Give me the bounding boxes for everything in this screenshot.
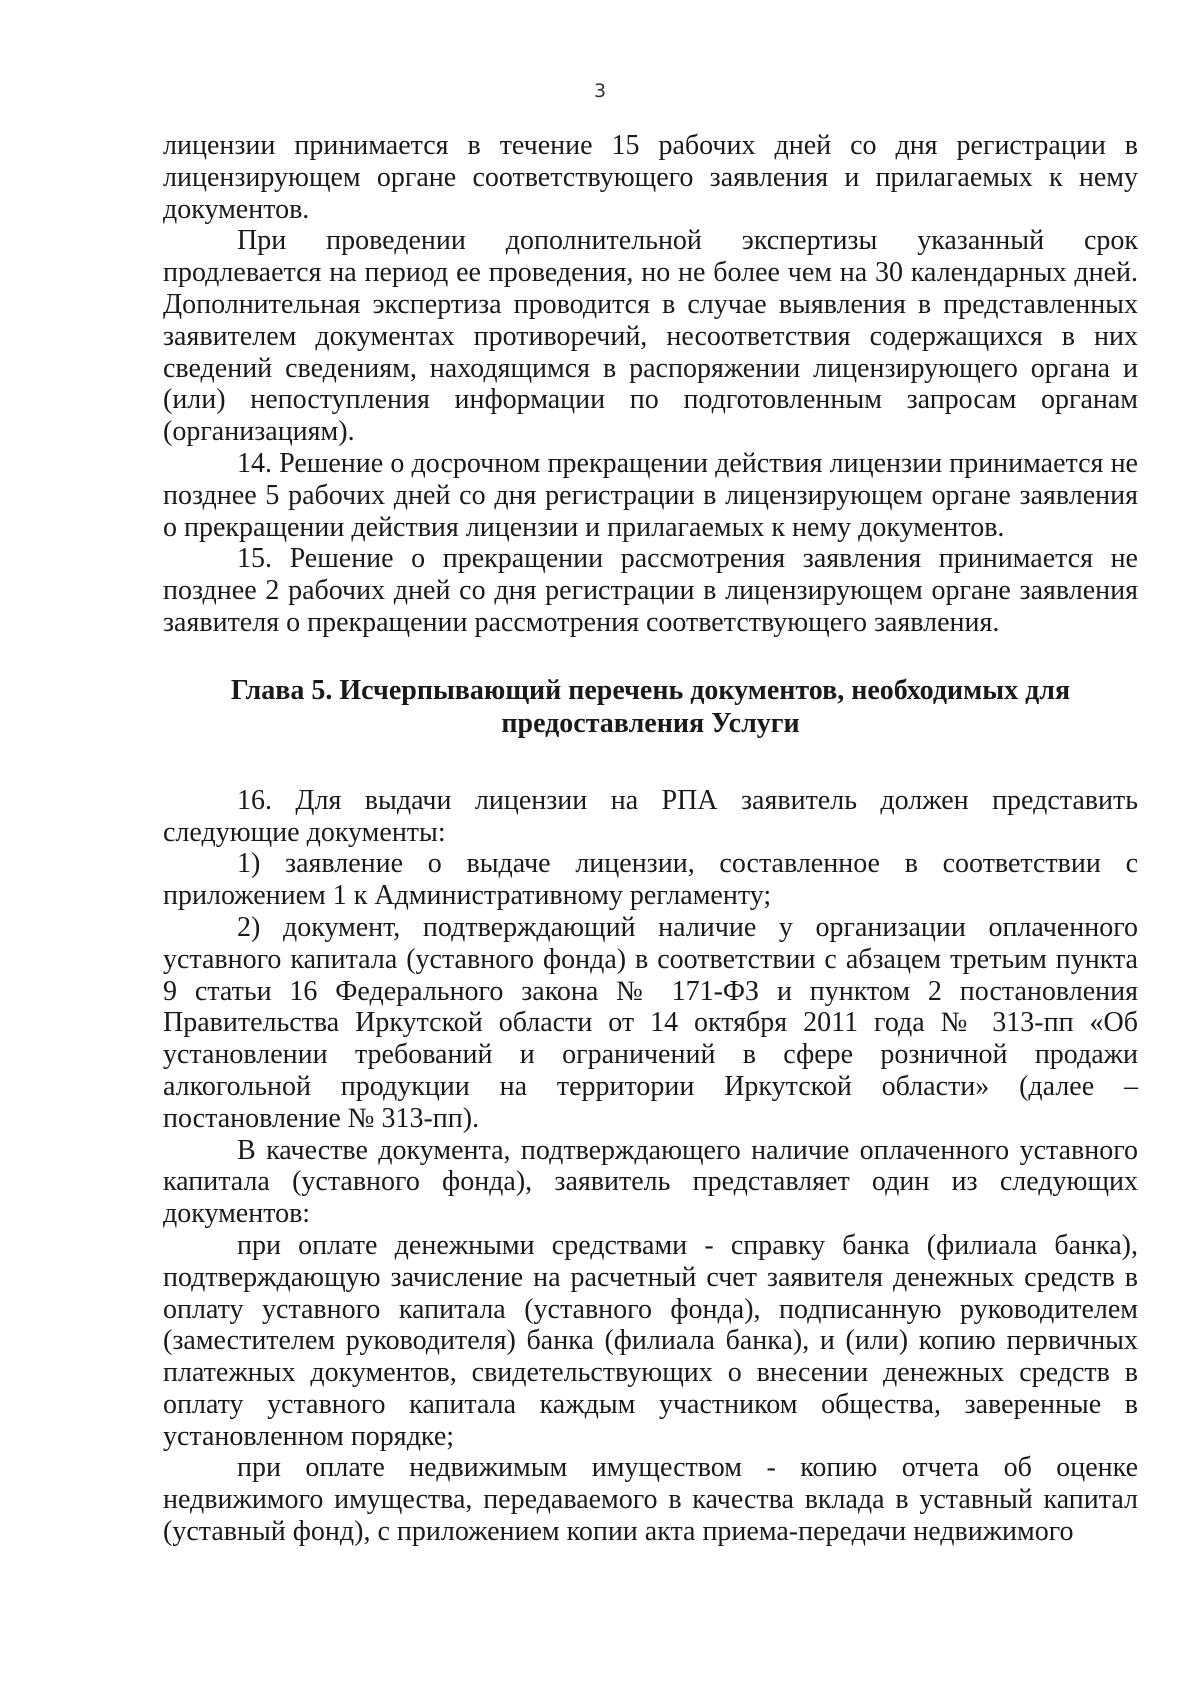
paragraph: 15. Решение о прекращении рассмотрения заявления принимается не позднее 2 рабочих дней со дня регистрации в лицензирующем органе заявления заявителя о прекращении рассмотрения соответствующего заявления. — [163, 543, 1138, 638]
paragraph: В качестве документа, подтверждающего наличие оплаченного уставного капитала (уставного фонда), заявитель представляет один из следующих документов: — [163, 1134, 1138, 1230]
chapter-heading-line-2: предоставления Услуги — [501, 707, 800, 739]
chapter-heading — [163, 674, 1138, 740]
paragraph: 14. Решение о досрочном прекращении действия лицензии принимается не позднее 5 рабочих дней со дня регистрации в лицензирующем органе заявления о прекращении действия лицензии и прилагаемых к нему документов. — [163, 447, 1138, 543]
paragraph: При проведении дополнительной экспертизы указанный срок продлевается на период ее проведения, но не более чем на 30 календарных дней. Дополнительная экспертиза проводится в случае выявления в представленных заявителем документах противоречий, несоответствия содержащихся в них сведений сведениям, находящимся в распоряжении лицензирующего органа и (или) непоступления информации по подготовленным запросам органам (организациям). — [163, 225, 1138, 448]
paragraph: лицензии принимается в течение 15 рабочих дней со дня регистрации в лицензирующем органе соответствующего заявления и прилагаемых к нему документов. — [163, 130, 1138, 225]
document-body — [163, 130, 1138, 1548]
chapter-heading-line-1: Глава 5. Исчерпывающий перечень документов, необходимых для — [230, 674, 1071, 706]
paragraph: 2) документ, подтверждающий наличие у организации оплаченного уставного капитала (уставного фонда) в соответствии с абзацем третьим пункта 9 статьи 16 Федерального закона № 171-ФЗ и пунктом 2 постановления Правительства Иркутской области от 14 октября 2011 года № 313-пп «Об установлении требований и ограничений в сфере розничной продажи алкогольной продукции на территории Иркутской области» (далее – постановление № 313-пп). — [163, 911, 1138, 1134]
paragraph: при оплате денежными средствами - справку банка (филиала банка), подтверждающую зачисление на расчетный счет заявителя денежных средств в оплату уставного капитала (уставного фонда), подписанную руководителем (заместителем руководителя) банка (филиала банка), и (или) копию первичных платежных документов, свидетельствующих о внесении денежных средств в оплату уставного капитала каждым участником общества, заверенные в установленном порядке; — [163, 1229, 1138, 1452]
paragraph: 1) заявление о выдаче лицензии, составленное в соответствии с приложением 1 к Административному регламенту; — [163, 848, 1138, 912]
page-number: 3 — [593, 80, 607, 102]
paragraph: 16. Для выдачи лицензии на РПА заявитель должен представить следующие документы: — [163, 784, 1138, 848]
paragraph: при оплате недвижимым имуществом - копию отчета об оценке недвижимого имущества, передаваемого в качества вклада в уставный капитал (уставный фонд), с приложением копии акта приема-передачи недвижимого — [163, 1452, 1138, 1548]
